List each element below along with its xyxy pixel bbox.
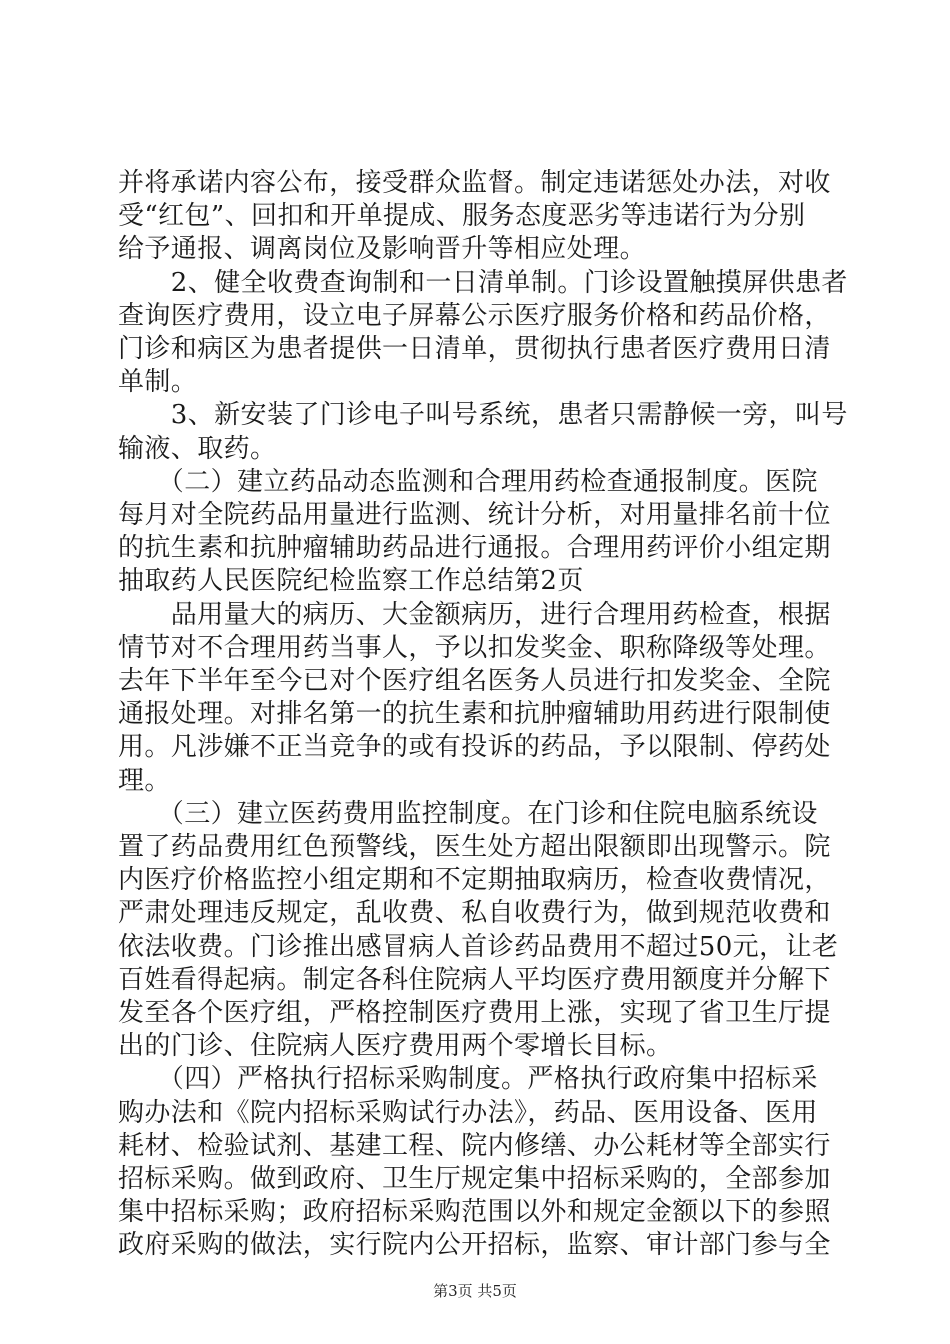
text-line: 门诊和病区为患者提供一日清单，贯彻执行患者医疗费用日清 (118, 334, 831, 364)
text-line: 百姓看得起病。制定各科住院病人平均医疗费用额度并分解下 (118, 964, 831, 995)
text-line: 耗材、检验试剂、基建工程、院内修缮、办公耗材等全部实行 (118, 1130, 831, 1161)
text-line: 出的门诊、住院病人医疗费用两个零增长目标。 (118, 1031, 673, 1062)
text-line: 理。 (118, 765, 171, 796)
text-line: 每月对全院药品用量进行监测、统计分析，对用量排名前十位 (118, 500, 831, 530)
text-line: 并将承诺内容公布，接受群众监督。制定违诺惩处办法，对收 (118, 168, 831, 198)
text-line: （四）严格执行招标采购制度。严格执行政府集中招标采 (118, 1064, 818, 1095)
text-line: 通报处理。对排名第一的抗生素和抗肿瘤辅助用药进行限制使 (118, 699, 831, 730)
text-line: 输液、取药。 (118, 433, 277, 464)
text-line: 招标采购。做到政府、卫生厅规定集中招标采购的，全部参加 (118, 1164, 831, 1194)
text-line: 情节对不合理用药当事人，予以扣发奖金、职称降级等处理。 (118, 632, 831, 663)
text-line: 3、新安装了门诊电子叫号系统，患者只需静候一旁，叫号 (118, 400, 848, 431)
text-line: 集中招标采购；政府招标采购范围以外和规定金额以下的参照 (118, 1197, 831, 1228)
text-line: 给予通报、调离岗位及影响晋升等相应处理。 (118, 234, 647, 265)
text-line: 品用量大的病历、大金额病历，进行合理用药检查，根据 (118, 599, 831, 630)
text-line: 内医疗价格监控小组定期和不定期抽取病历，检查收费情况， (118, 865, 831, 896)
text-line: 去年下半年至今已对个医疗组名医务人员进行扣发奖金、全院 (118, 666, 831, 696)
text-line: 2、健全收费查询制和一日清单制。门诊设置触摸屏供患者 (118, 267, 848, 298)
text-line: 政府采购的做法，实行院内公开招标，监察、审计部门参与全 (118, 1230, 831, 1261)
text-line: 依法收费。门诊推出感冒病人首诊药品费用不超过50元，让老 (118, 931, 839, 962)
text-line: 的抗生素和抗肿瘤辅助药品进行通报。合理用药评价小组定期 (118, 533, 831, 564)
text-line: 置了药品费用红色预警线，医生处方超出限额即出现警示。院 (118, 832, 831, 862)
text-line: （三）建立医药费用监控制度。在门诊和住院电脑系统设 (118, 798, 818, 829)
text-line: 发至各个医疗组，严格控制医疗费用上涨，实现了省卫生厅提 (118, 998, 831, 1028)
text-line: 查询医疗费用，设立电子屏幕公示医疗服务价格和药品价格， (118, 300, 831, 331)
text-line: （二）建立药品动态监测和合理用药检查通报制度。医院 (118, 466, 818, 497)
page-indicator: 第3页 共5页 (433, 1282, 517, 1300)
text-line: 用。凡涉嫌不正当竞争的或有投诉的药品，予以限制、停药处 (118, 732, 831, 763)
text-line: 购办法和《院内招标采购试行办法》，药品、医用设备、医用 (118, 1097, 818, 1128)
text-line: 严肃处理违反规定，乱收费、私自收费行为，做到规范收费和 (118, 898, 831, 929)
text-line: 抽取药人民医院纪检监察工作总结第2页 (118, 566, 584, 597)
text-line: 单制。 (118, 367, 198, 398)
text-line: 受“红包”、回扣和开单提成、服务态度恶劣等违诺行为分别 (118, 201, 806, 232)
